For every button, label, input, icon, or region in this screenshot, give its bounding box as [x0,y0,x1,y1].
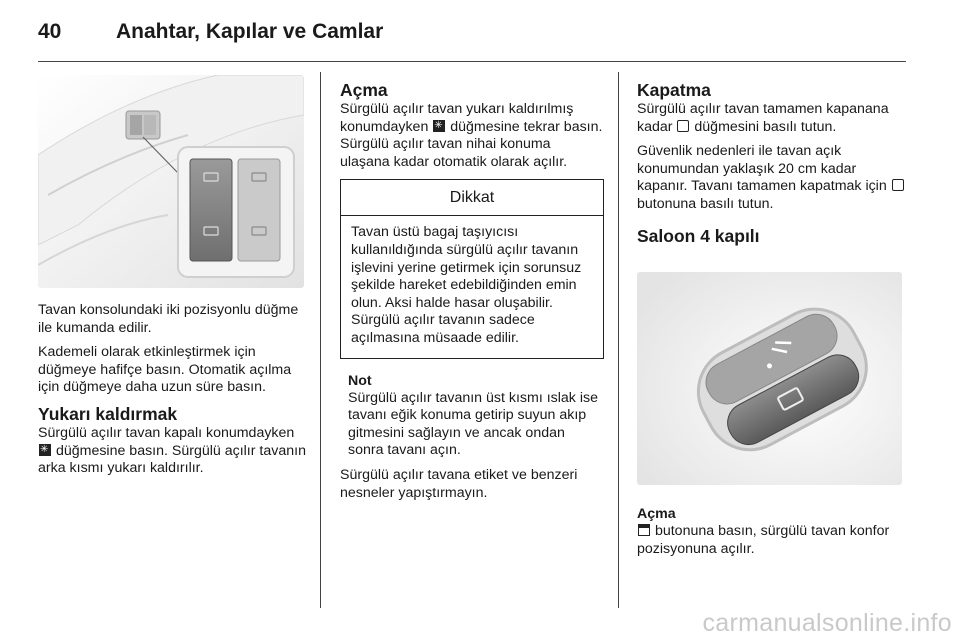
column-divider-2 [618,72,619,608]
section-heading-kapatma: Kapatma [637,80,711,100]
page-number: 40 [38,20,62,43]
tilt-button-icon [39,444,51,456]
close-paragraph-1: Sürgülü açılır tavan tamamen kapanana kadar düğmesini basılı tutun. [637,101,889,135]
watermark: carmanualsonline.info [702,609,952,637]
section-heading-saloon: Saloon 4 kapılı [637,225,760,246]
chapter-title: Anahtar, Kapılar ve Camlar [116,20,384,43]
sub-heading-acma: Açma [637,506,676,522]
caption-paragraph-2: Kademeli olarak etkinleştirmek için düğmeye hafifçe basın. Otomatik açılma için düğmeye daha uzun süre basın. [38,344,292,396]
note-text: Sürgülü açılır tavanın üst kısmı ıslak ise tavanı eğik konuma getirip suyun akıp gitmesini sağlayın ve ancak ondan sonra tavanı açın. [348,389,598,459]
warning-title: Dikkat [341,180,603,216]
section-heading-acma: Açma [340,80,388,100]
close-paragraph-2: Güvenlik nedenleri ile tavan açık konumundan yaklaşık 20 cm kadar kapanır. Tavanı tamamen kapatmak için butonuna basılı tutun. [637,143,907,213]
column-3-text [637,80,907,247]
close-button-icon [892,179,904,191]
tilt-paragraph: Sürgülü açılır tavan kapalı konumdayken ✳ düğmesine basın. Sürgülü açılır tavanın arka kısmı yukarı kaldırılır. [38,425,306,478]
section-heading-yukari-kaldirmak: Yukarı kaldırmak [38,403,178,424]
warning-text: Tavan üstü bagaj taşıyıcısı kullanıldığında sürgülü açılır tavanın işlevini yerine getirmek için sorunsuz şekilde hareket edebildiğinden emin olun. Aksi halde hasar oluşabilir. Sürgülü açılır tavanın sadece açılmasına müsaade edilir. [351,224,582,346]
saloon-open-paragraph: butonuna basın, sürgülü tavan konfor pozisyonuna açılır. [637,523,890,557]
tilt-button-icon [433,120,445,132]
column-2-text [340,80,604,509]
saloon-switch-illustration [637,272,902,485]
column-divider-1 [320,72,321,608]
column-3-bottom-text [637,506,907,565]
note-block [340,373,604,460]
note-title: Not [348,372,372,389]
open-button-icon [638,524,650,536]
roof-console-illustration [38,75,304,288]
close-button-icon [677,120,689,132]
caption-paragraph-1: Tavan konsolundaki iki pozisyonlu düğme ile kumanda edilir. [38,302,299,336]
page-header [38,20,906,62]
open-paragraph: Sürgülü açılır tavan yukarı kaldırılmış konumdayken ✳ düğmesine tekrar basın. Sürgülü açılır tavan nihai konuma ulaşana kadar otomatik olarak açılır. [340,101,604,171]
final-paragraph: Sürgülü açılır tavana etiket ve benzeri nesneler yapıştırmayın. [340,466,578,501]
column-1-text [38,302,306,485]
warning-box [340,179,604,358]
